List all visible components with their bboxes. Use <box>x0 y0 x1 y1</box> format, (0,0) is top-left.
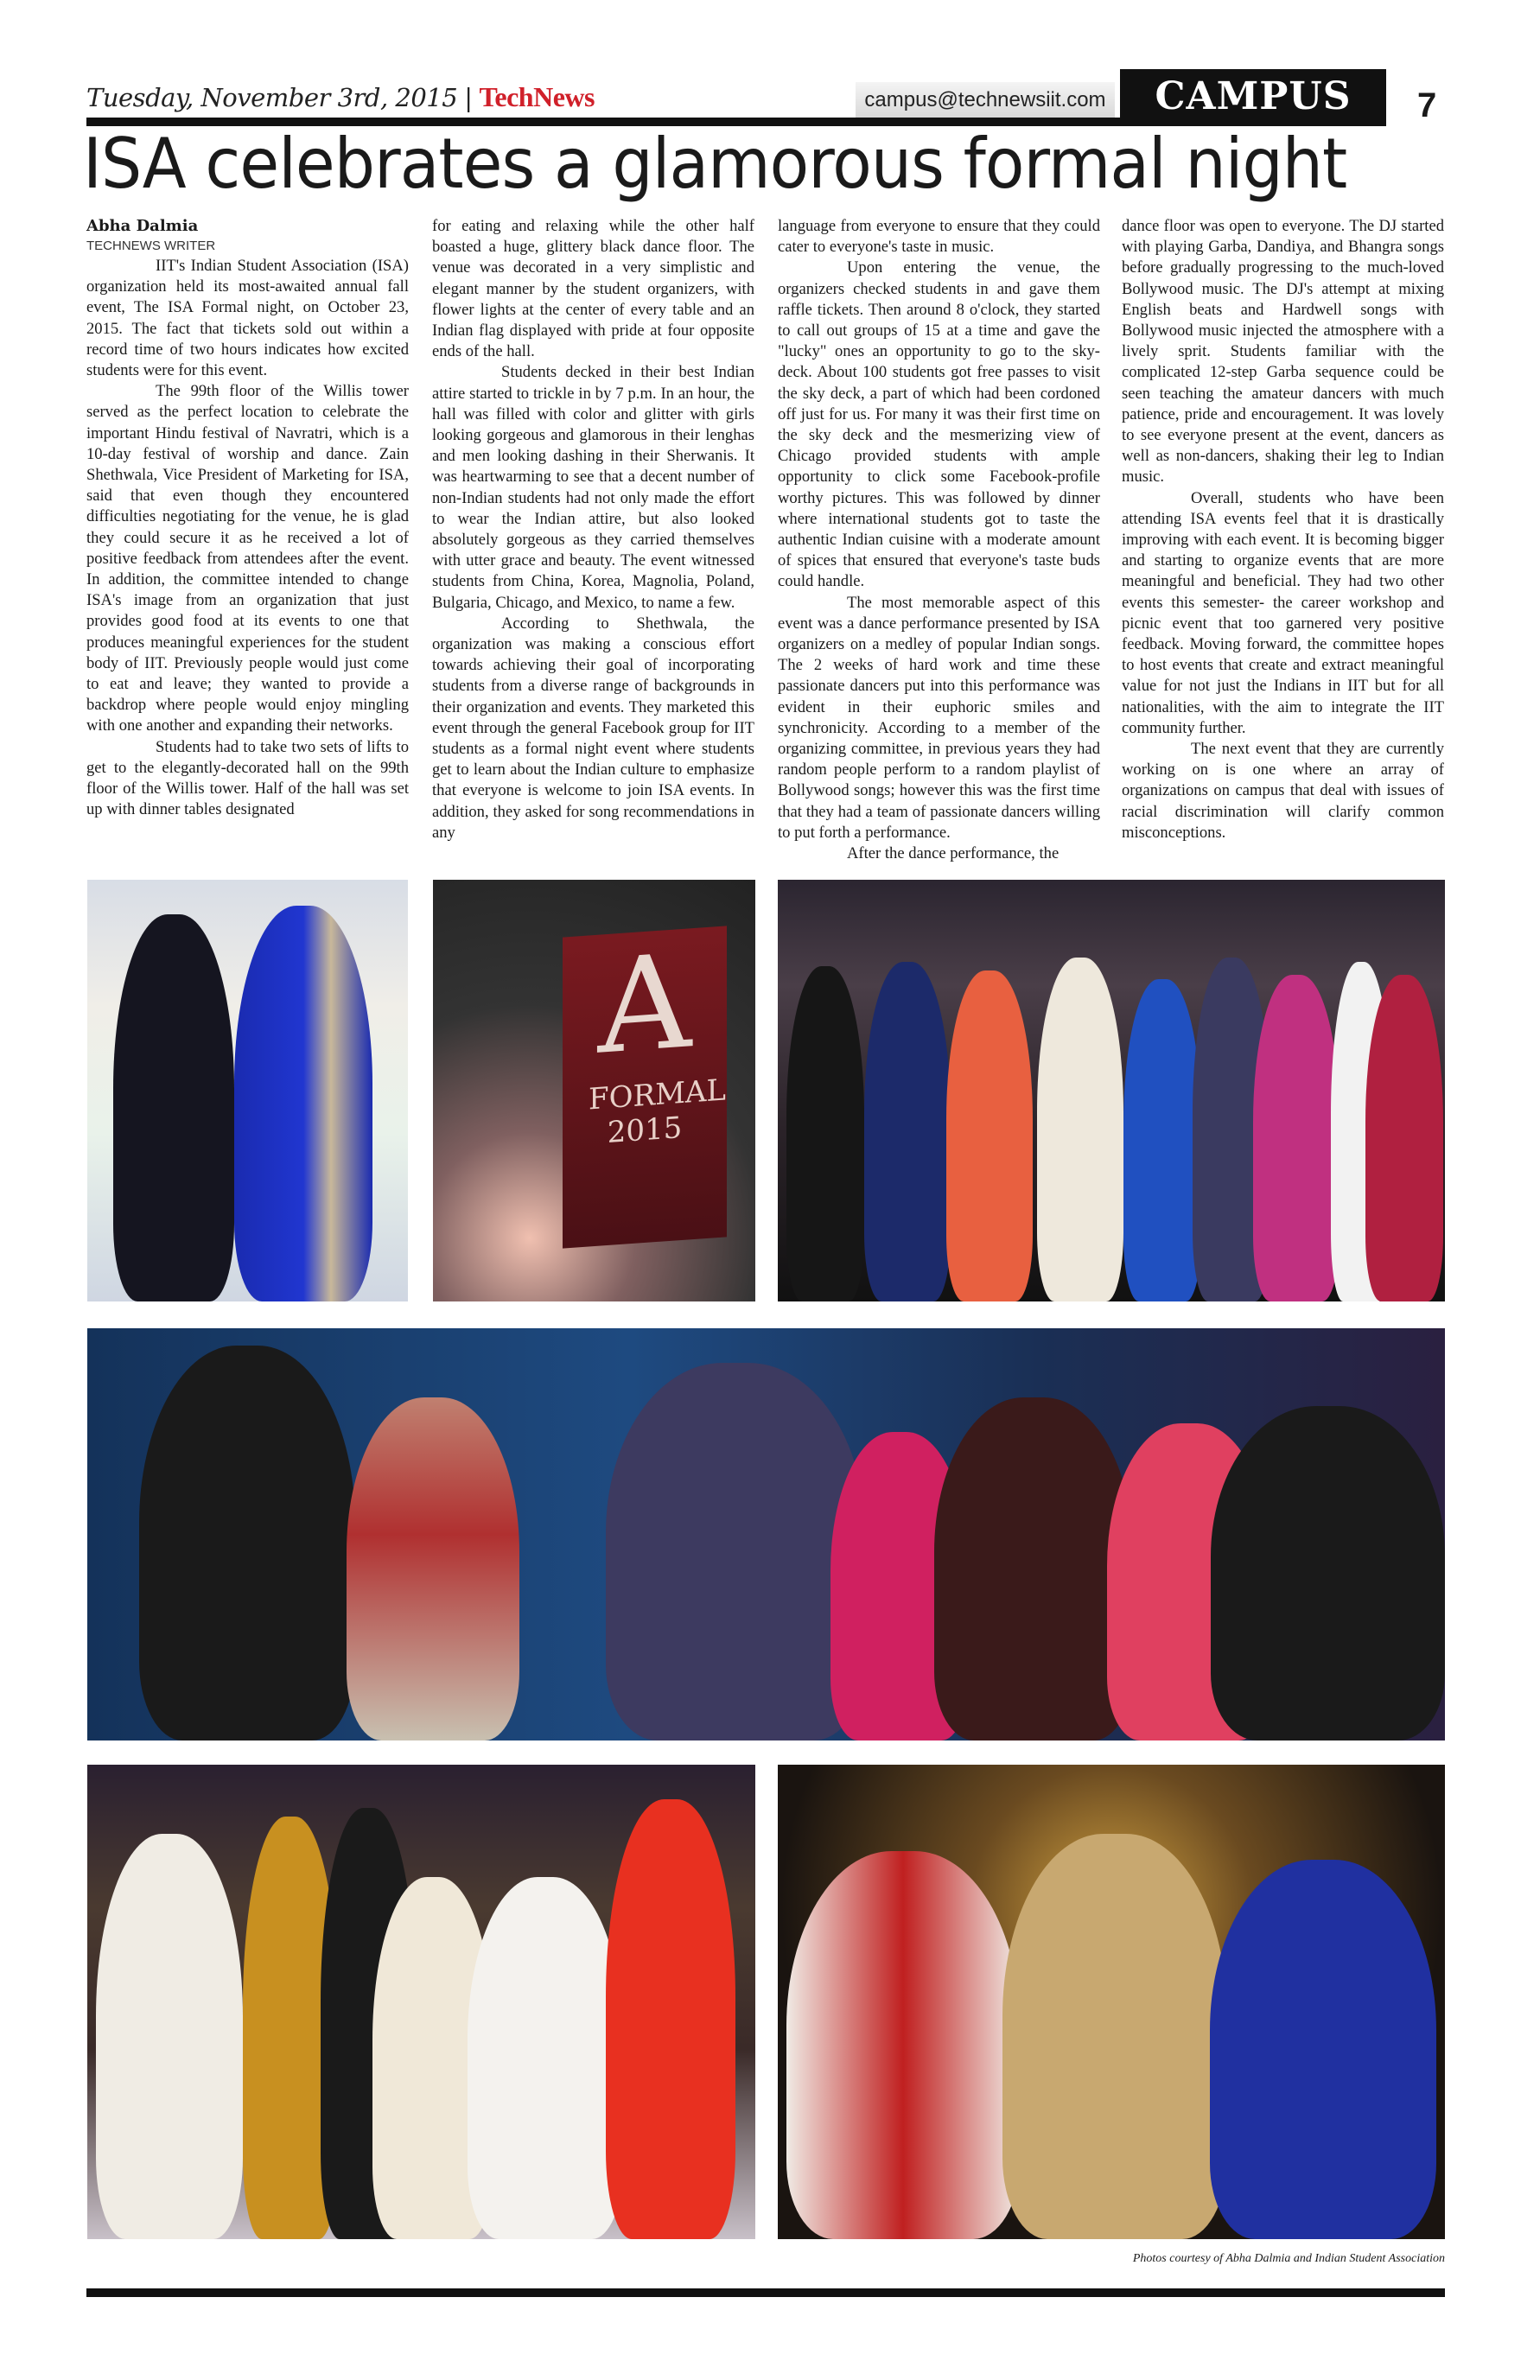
person <box>1123 979 1201 1301</box>
sign-letter: A <box>597 926 692 1084</box>
photo-group-closeup <box>87 1328 1445 1740</box>
date-text: Tuesday, November 3rd, 2015 <box>86 83 458 112</box>
issue-date <box>86 81 595 113</box>
footer-rule <box>86 2288 1445 2297</box>
separator: | <box>464 83 473 112</box>
person <box>347 1397 519 1740</box>
paragraph: Students decked in their best Indian attire started to trickle in by 7 p.m. In an hour, the hall was filled with color and glitter with girls looking gorgeous and glamorous in their lenghas and men looking dashing in their Sherwanis. It was heartwarming to see that a decent number of non-Indian students had not only made the effort to wear the Indian attire, but also looked absolutely gorgeous as they carried themselves with utter grace and beauty. The event witnessed students from China, Korea, Magnolia, Poland, Bulgaria, Chicago, and Mexico, to name a few. <box>432 363 754 612</box>
person <box>606 1363 865 1740</box>
person <box>934 1397 1133 1740</box>
author-role: TECHNEWS WRITER <box>86 239 216 253</box>
person <box>1365 975 1443 1301</box>
person <box>1002 1834 1227 2239</box>
paragraph: According to Shethwala, the organization was making a conscious effort towards achieving their goal of incorporating students from a diverse range of backgrounds in their organization and events. They marketed this event through the general Facebook group for IIT students as a formal night event where students get to learn about the Indian culture to emphasize that everyone is welcome to join ISA events. In addition, they asked for song recommendations in any <box>432 614 754 842</box>
person <box>606 1799 735 2239</box>
person <box>864 962 951 1301</box>
person <box>786 1851 1020 2239</box>
sign-text: FORMAL 2015 <box>589 1072 727 1151</box>
paragraph: After the dance performance, the <box>847 844 1060 863</box>
person <box>96 1834 243 2239</box>
article-column-4 <box>1122 216 1444 843</box>
paragraph: Upon entering the venue, the organizers checked students in and gave them raffle tickets. Then around 8 o'clock, they started to call out groups of 15 at a time and gave the "lucky" ones an opportunity to go to the sky-deck. About 100 students got free passes to visit the sky deck, a part of which had been cordoned off just for us. For many it was their first time on the sky deck and the mesmerizing view of Chicago provided students with ample opportunity to click some Facebook-profile worthy pictures. This was followed by dinner where international students got to taste the authentic Indian cuisine with a moderate amount of spices that ensured that everyone's taste buds could handle. <box>778 258 1100 591</box>
person <box>1253 975 1340 1301</box>
brand-name: TechNews <box>479 81 595 112</box>
paragraph: dance floor was open to everyone. The DJ started with playing Garba, Dandiya, and Bhangra songs before gradually progressing to the much-loved Bollywood music. The DJ's attempt at mixing English beats and Hardwell songs with Bollywood music injected the atmosphere with a lively sprit. Students familiar with the complicated 12-step Garba sequence could be seen teaching the amateur dancers with much patience, pride and encouragement. It was lovely to see everyone present at the event, dancers as well as non-dancers, shaking their leg to Indian music. <box>1122 217 1444 487</box>
article-column-1 <box>86 216 409 820</box>
photo-formal-sign <box>433 880 755 1301</box>
sign-board <box>563 926 727 1248</box>
paragraph: Overall, students who have been attending ISA events feel that it is drastically improving with each event. It is becoming bigger and starting to organize events that are more meaningful and beneficial. They had two other events this semester- the career workshop and picnic event that too garnered very positive feedback. Moving forward, the committee hopes to host events that create and extract meaningful value for not just the Indians in IIT but for all nationalities, with the aim to integrate the IIT community further. <box>1122 488 1444 737</box>
person <box>1211 1406 1445 1740</box>
person <box>139 1346 355 1740</box>
person <box>1210 1860 1436 2239</box>
paragraph: The most memorable aspect of this event was a dance performance presented by ISA organizers on a medley of popular Indian songs. The 2 weeks of hard work and time these passionate dancers put into this performance was evident in their euphoric smiles and synchronicity. According to a member of the organizing committee, in previous years they had random people perform to a random playlist of Bollywood songs; however this was the first time that they had a team of passionate dancers willing to put forth a performance. <box>778 593 1100 842</box>
headline: ISA celebrates a glamorous formal night <box>83 124 1347 204</box>
person <box>234 906 372 1301</box>
photo-three-women-city-view <box>778 1765 1445 2239</box>
article-column-2 <box>432 216 754 843</box>
paragraph: IIT's Indian Student Association (ISA) organization held its most-awaited annual fall event, The ISA Formal night, on October 23, 2015. The fact that tickets sold out within a record time of two hours indicates how excited students were for this event. <box>86 257 409 380</box>
photo-two-women-flag <box>87 880 408 1301</box>
paragraph: Students had to take two sets of lifts to get to the elegantly-decorated hall on the 99th floor of the Willis tower. Half of the hall was set up with dinner tables designated <box>86 737 409 819</box>
author-name: Abha Dalmia <box>86 217 199 235</box>
section-label: CAMPUS <box>1120 69 1386 123</box>
person <box>113 914 234 1301</box>
page-number: 7 <box>1417 86 1437 124</box>
paragraph: for eating and relaxing while the other half boasted a huge, glittery black dance floor. The venue was decorated in a very simplistic and elegant manner by the student organizers, with flower lights at the center of every table and an Indian flag displayed with pride at four opposite ends of the hall. <box>432 217 754 361</box>
photo-group-skydeck <box>87 1765 755 2239</box>
paragraph: The next event that they are currently working on is one where an array of organizations on campus that deal with issues of racial discrimination will clarify common misconceptions. <box>1122 740 1444 842</box>
paragraph: language from everyone to ensure that they could cater to everyone's taste in music. <box>778 217 1100 257</box>
section-email[interactable]: campus@technewsiit.com <box>856 82 1115 118</box>
person <box>786 966 864 1301</box>
photo-caption: Photos courtesy of Abha Dalmia and Indian Student Association <box>1132 2252 1445 2265</box>
article-column-3 <box>778 216 1100 864</box>
photo-group-ballroom <box>778 880 1445 1301</box>
person <box>1037 958 1123 1301</box>
person <box>946 970 1033 1301</box>
person <box>468 1877 623 2239</box>
paragraph: The 99th floor of the Willis tower served as the perfect location to celebrate the important Hindu festival of Navratri, which is a 10-day festival of worship and dance. Zain Shethwala, Vice President of Marketing for ISA, said that even though they encountered difficulties negotiating for the venue, he is glad they could secure it as he received a lot of positive feedback from attendees after the event. In addition, the committee intended to change ISA's image from an organization that just provides good food at its events to one that produces meaningful experiences for the student body of IIT. Previously people would just come to eat and leave; they wanted to provide a backdrop where people would enjoy mingling with one another and expanding their networks. <box>86 382 409 735</box>
